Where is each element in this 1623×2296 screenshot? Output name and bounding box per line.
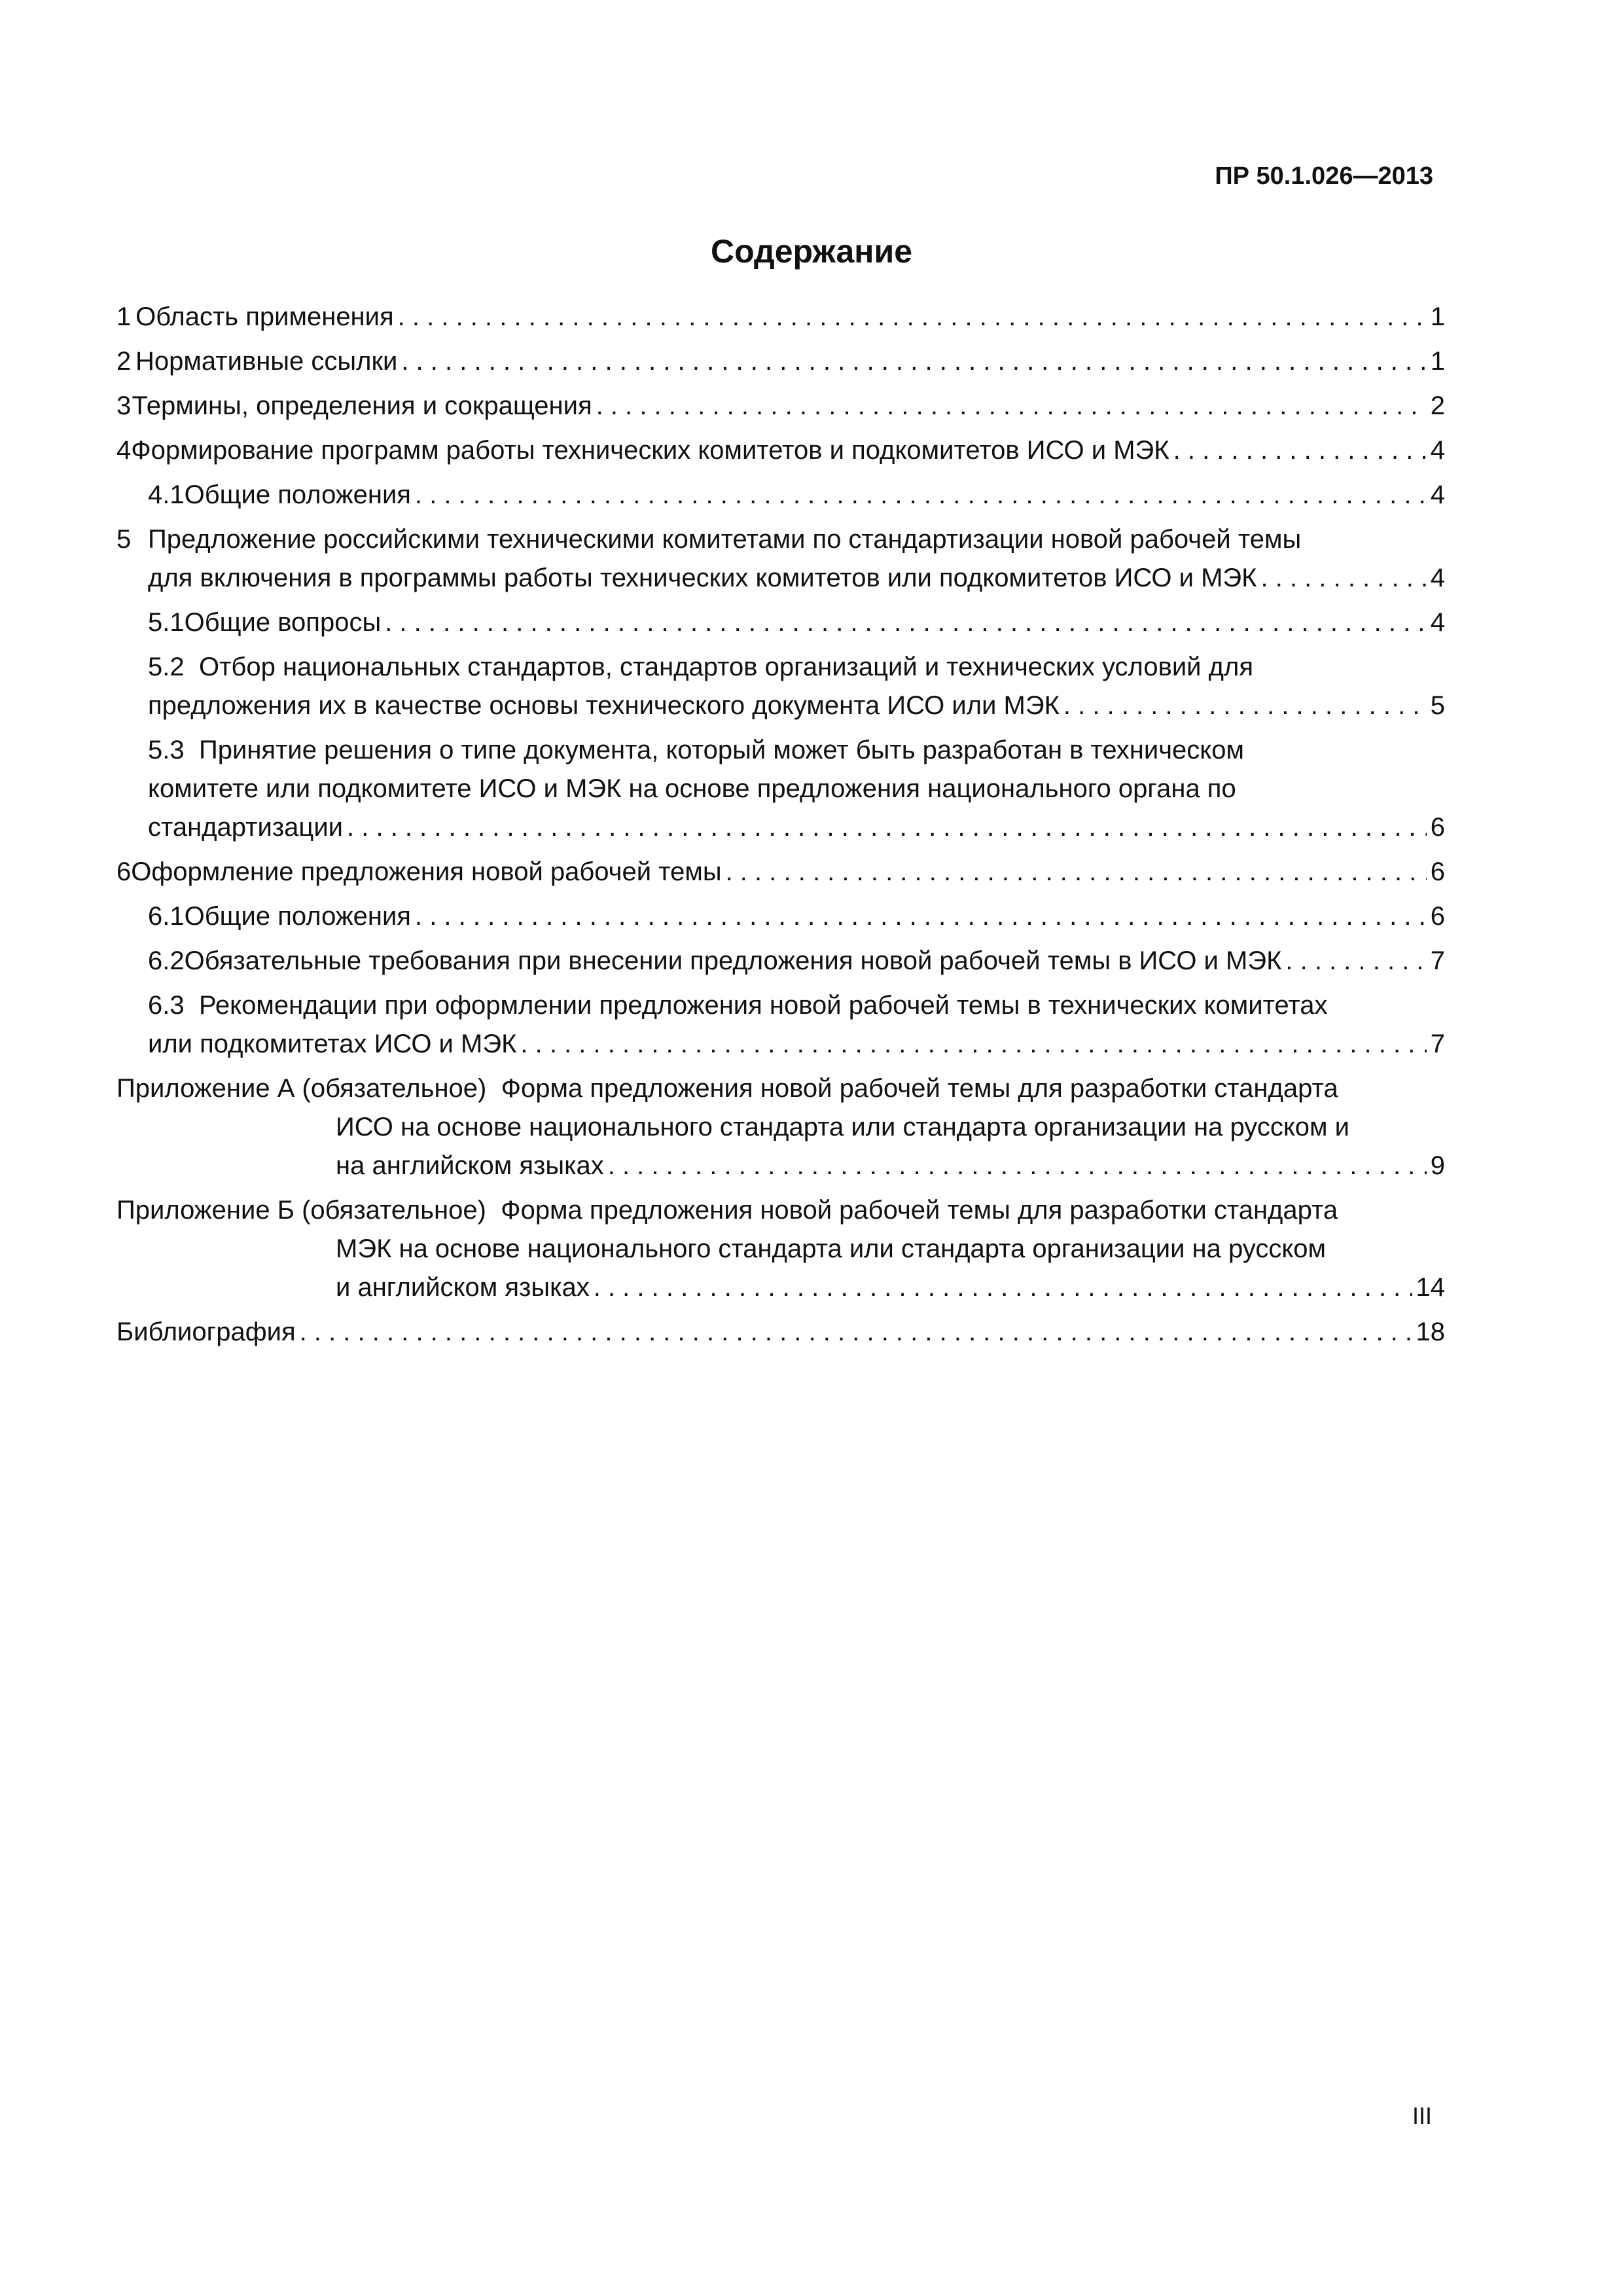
toc-page: 4 [1430, 480, 1445, 509]
toc-number: 5.1 [148, 608, 185, 637]
toc-text: Общие вопросы [184, 608, 382, 637]
toc-text: Общие положения [184, 480, 411, 509]
toc-number: 6.3 [148, 991, 185, 1020]
leader-dots [594, 1268, 1412, 1307]
toc-page: 2 [1430, 391, 1445, 420]
appendix-label: Приложение Б (обязательное) [116, 1196, 486, 1225]
toc-text-line-3: стандартизации [148, 813, 344, 842]
table-of-contents [116, 298, 1445, 1357]
leader-dots [401, 342, 1426, 381]
toc-entry-6-1[interactable] [116, 897, 1445, 936]
toc-text: Формирование программ работы технических комитетов и подкомитетов ИСО и МЭК [131, 436, 1169, 465]
toc-text-line-1: Рекомендации при оформлении предложения новой рабочей темы в технических комитетах [199, 991, 1328, 1020]
toc-text-line-3: на английском языках [336, 1151, 604, 1180]
leader-dots [608, 1147, 1427, 1185]
page-number: III [1412, 2102, 1432, 2129]
toc-number: 6.1 [148, 902, 185, 931]
leader-dots [726, 853, 1427, 891]
toc-page: 7 [1430, 1030, 1445, 1058]
leader-dots [415, 897, 1427, 936]
toc-number: 5.2 [148, 653, 185, 681]
toc-entry-4-1[interactable] [116, 476, 1445, 514]
toc-number: 6 [116, 857, 132, 886]
appendix-label: Приложение А (обязательное) [116, 1074, 487, 1103]
toc-entry-3[interactable] [116, 387, 1445, 425]
toc-page: 9 [1430, 1151, 1445, 1180]
toc-text: Термины, определения и сокращения [132, 391, 592, 420]
toc-text: Общие положения [184, 902, 411, 931]
toc-text-line-1: Форма предложения новой рабочей темы для разработки стандарта [501, 1074, 1338, 1103]
document-code: ПР 50.1.026—2013 [1215, 162, 1433, 190]
toc-number: 1 [116, 302, 132, 331]
toc-text: Обязательные требования при внесении предложения новой рабочей темы в ИСО и МЭК [184, 946, 1282, 975]
toc-number: 4.1 [148, 480, 185, 509]
toc-text-line-3: и английском языках [336, 1273, 590, 1302]
toc-entry-appendix-b[interactable] [116, 1191, 1445, 1307]
toc-text-line-1: Отбор национальных стандартов, стандартов организаций и технических условий для [199, 653, 1253, 681]
toc-page: 6 [1430, 813, 1445, 842]
leader-dots [596, 387, 1427, 425]
leader-dots [415, 476, 1427, 514]
toc-text-line-2: МЭК на основе национального стандарта или стандарта организации на русском [336, 1234, 1327, 1263]
toc-text-line-1: Форма предложения новой рабочей темы для разработки стандарта [501, 1196, 1338, 1225]
leader-dots [385, 603, 1427, 642]
leader-dots [398, 298, 1427, 336]
toc-number: 4 [116, 436, 132, 465]
toc-entry-5-1[interactable] [116, 603, 1445, 642]
toc-title: Содержание [710, 233, 913, 270]
leader-dots [347, 808, 1427, 847]
toc-text-line-1: Предложение российскими техническими комитетами по стандартизации новой рабочей темы [148, 525, 1302, 554]
toc-page: 1 [1430, 302, 1445, 331]
toc-text-line-2: комитете или подкомитете ИСО и МЭК на основе предложения национального органа по [148, 774, 1236, 803]
toc-page: 18 [1416, 1318, 1445, 1346]
toc-text: Библиография [116, 1318, 296, 1346]
toc-entry-2[interactable] [116, 342, 1445, 381]
toc-entry-6[interactable] [116, 853, 1445, 891]
toc-number: 5 [116, 525, 132, 554]
toc-entry-bibliography[interactable] [116, 1313, 1445, 1352]
toc-page: 6 [1430, 857, 1445, 886]
toc-text: Область применения [135, 302, 394, 331]
toc-page: 4 [1430, 608, 1445, 637]
leader-dots [1173, 431, 1427, 470]
toc-page: 1 [1430, 347, 1445, 376]
toc-page: 14 [1416, 1273, 1445, 1302]
toc-text: Оформление предложения новой рабочей темы [131, 857, 722, 886]
leader-dots [520, 1025, 1426, 1064]
leader-dots [1063, 687, 1427, 725]
toc-page: 6 [1430, 902, 1445, 931]
leader-dots [300, 1313, 1412, 1352]
toc-text-line-2: для включения в программы работы технических комитетов или подкомитетов ИСО и МЭК [148, 564, 1257, 592]
toc-entry-5-3[interactable] [116, 731, 1445, 847]
toc-entry-5[interactable] [116, 520, 1445, 598]
toc-number: 3 [116, 391, 132, 420]
toc-text-line-2: или подкомитетах ИСО и МЭК [148, 1030, 517, 1058]
toc-entry-1[interactable] [116, 298, 1445, 336]
toc-entry-6-3[interactable] [116, 986, 1445, 1064]
leader-dots [1285, 942, 1426, 980]
toc-page: 5 [1430, 691, 1445, 720]
toc-text: Нормативные ссылки [135, 347, 398, 376]
leader-dots [1260, 559, 1426, 598]
toc-entry-5-2[interactable] [116, 648, 1445, 725]
toc-text-line-1: Принятие решения о типе документа, который может быть разработан в техническом [199, 736, 1244, 764]
toc-page: 4 [1430, 564, 1445, 592]
toc-entry-6-2[interactable] [116, 942, 1445, 980]
toc-number: 6.2 [148, 946, 185, 975]
toc-text-line-2: ИСО на основе национального стандарта или стандарта организации на русском и [336, 1113, 1349, 1141]
toc-text-line-2: предложения их в качестве основы технического документа ИСО или МЭК [148, 691, 1060, 720]
toc-page: 7 [1430, 946, 1445, 975]
toc-entry-4[interactable] [116, 431, 1445, 470]
toc-number: 5.3 [148, 736, 185, 764]
toc-number: 2 [116, 347, 132, 376]
toc-entry-appendix-a[interactable] [116, 1069, 1445, 1185]
toc-page: 4 [1430, 436, 1445, 465]
